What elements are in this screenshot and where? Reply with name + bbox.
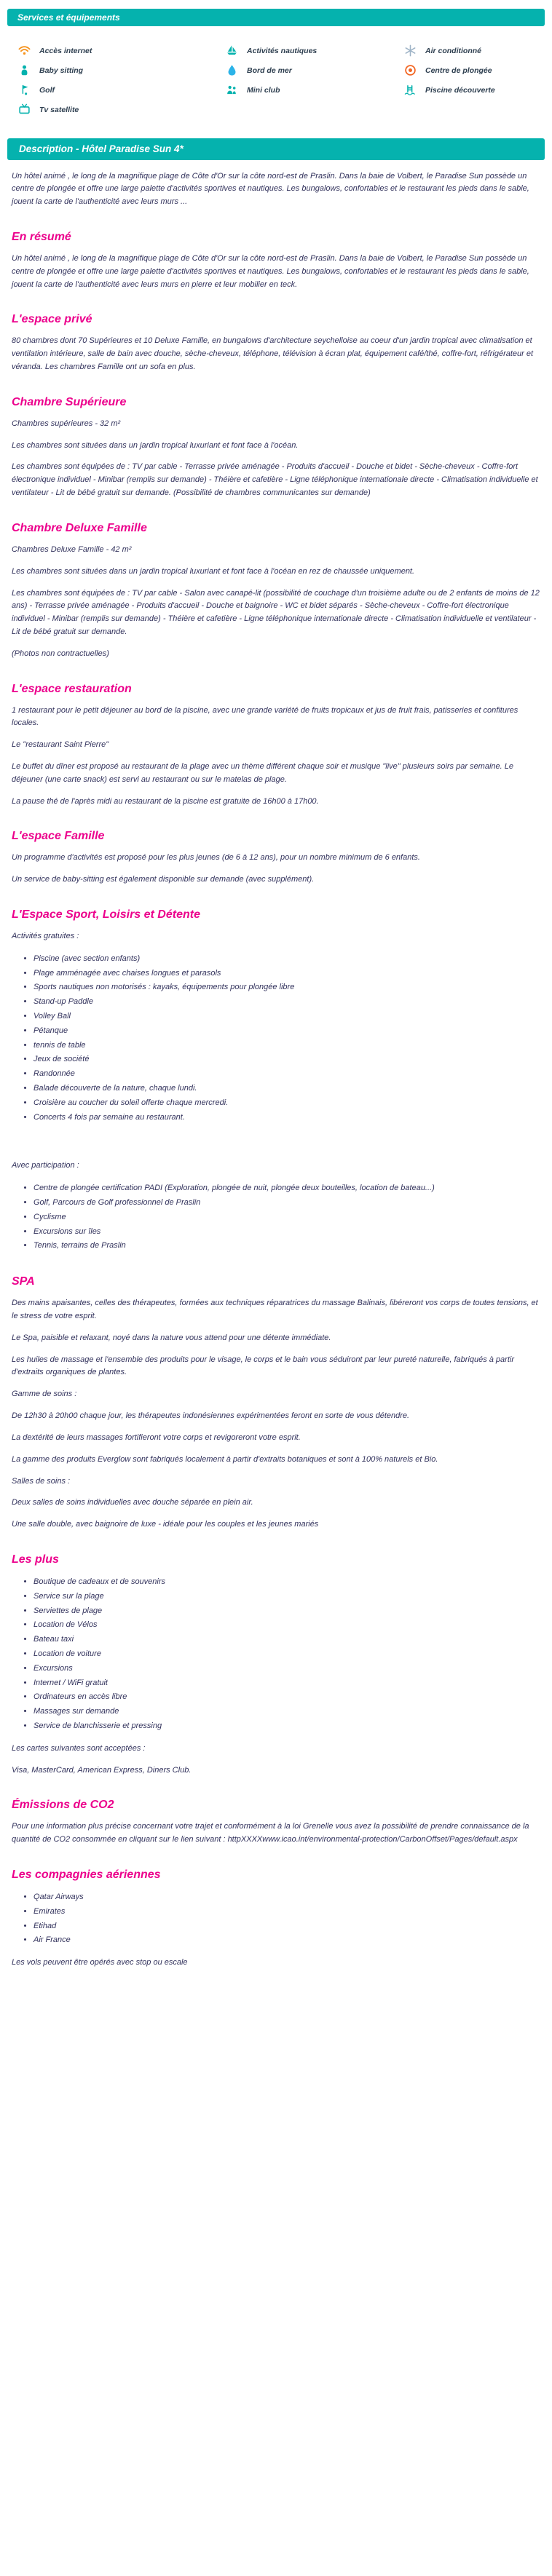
chambre-deluxe-p1: Les chambres sont situées dans un jardin tropical luxuriant et font face à l'océan en rez de chaussée uniquement. bbox=[12, 566, 415, 576]
list-item: • Air France bbox=[33, 1933, 540, 1948]
list-item: • Jeux de société bbox=[33, 1053, 540, 1067]
intro-paragraph: Un hôtel animé , le long de la magnifique plage de Côte d'Or sur la côte nord-est de Praslin. Dans la baie de Volbert, le Paradise Sun possède un centre de plongée et offre une large palette d'activités sportives et nautiques. Les bungalows, confortables et le restaurant les pieds dans le sable, jouent la carte de l'authenticité avec leurs murs ... bbox=[12, 171, 529, 207]
list-item: • Excursions bbox=[33, 1662, 540, 1676]
list-item: • Centre de plongée certification PADI (Exploration, plongée de nuit, plongée deux bouteilles, location de bateau...) bbox=[33, 1181, 540, 1196]
service-item-activites-nautiques bbox=[225, 41, 403, 60]
section-title-spa: SPA bbox=[12, 1275, 35, 1288]
sailboat-icon bbox=[225, 44, 238, 58]
snowflake-icon bbox=[403, 44, 417, 58]
cards-label: Les cartes suivantes sont acceptées : bbox=[12, 1743, 146, 1753]
section-co2 bbox=[12, 1799, 540, 1847]
free-activities-list bbox=[33, 952, 540, 1125]
section-title-chambre-superieure: Chambre Supérieure bbox=[12, 395, 127, 408]
list-item: • Piscine (avec section enfants) bbox=[33, 952, 540, 967]
section-title-airlines: Les compagnies aériennes bbox=[12, 1868, 161, 1881]
resume-body: Un hôtel animé , le long de la magnifique plage de Côte d'Or sur la côte nord-est de Praslin. Dans la baie de Volbert, le Paradise Sun possède un centre de plongée et offre une large palette d'activités sportives et nautiques. Les bungalows, confortables et le restaurant les pieds dans le sable, jouent la carte de l'authenticité avec leurs murs en pierre et leur mobilier en teck. bbox=[12, 253, 529, 289]
list-item: • Randonnée bbox=[33, 1067, 540, 1082]
list-item: • Serviettes de plage bbox=[33, 1604, 540, 1619]
airlines-list bbox=[33, 1890, 540, 1948]
section-title-sport: L'Espace Sport, Loisirs et Détente bbox=[12, 908, 200, 922]
diving-mask-icon bbox=[403, 64, 417, 77]
description-banner bbox=[7, 138, 545, 160]
chambre-superieure-p1: Les chambres sont situées dans un jardin tropical luxuriant et font face à l'océan. bbox=[12, 440, 299, 450]
list-item: • Golf, Parcours de Golf professionnel de Praslin bbox=[33, 1196, 540, 1210]
chambre-deluxe-subtitle: Chambres Deluxe Famille - 42 m² bbox=[12, 544, 132, 554]
list-item: • Location de Vélos bbox=[33, 1618, 540, 1633]
espace-prive-body: 80 chambres dont 70 Supérieures et 10 Deluxe Famille, en bungalows d'architecture seychelloise au coeur d'un jardin tropical avec climatisation et ventilation intérieure, salle de bain avec douche, sèche-cheveux, téléphone, télévision à écran plat, équipement café/thé, coffre-fort, réfrigérateur et véranda. Les chambres Famille ont un sofa en plus. bbox=[12, 336, 534, 371]
spa-p3: Les huiles de massage et l'ensemble des produits pour le visage, le corps et le bain vous séduiront par leur pureté naturelle, fabriqués à partir d'extraits organiques de plantes. bbox=[12, 1355, 514, 1377]
service-item-tv-satellite bbox=[17, 100, 225, 119]
list-item: • Boutique de cadeaux et de souvenirs bbox=[33, 1575, 540, 1590]
waterdrop-icon bbox=[225, 64, 238, 77]
section-famille bbox=[12, 830, 540, 887]
co2-body: Pour une information plus précise concernant votre trajet et conformément à la loi Grenelle vous avez la possibilité de prendre connaissance de la quantité de CO2 consommée en cliquant sur le lien suivant : bbox=[12, 1822, 529, 1844]
service-item-acces-internet bbox=[17, 41, 225, 60]
description-content bbox=[7, 170, 545, 1970]
photos-note: (Photos non contractuelles) bbox=[12, 649, 109, 658]
list-item: • Internet / WiFi gratuit bbox=[33, 1676, 540, 1691]
section-title-resume: En résumé bbox=[12, 230, 71, 243]
services-grid bbox=[7, 36, 545, 127]
list-item: • tennis de table bbox=[33, 1039, 540, 1053]
les-plus-list bbox=[33, 1575, 540, 1734]
section-title-les-plus: Les plus bbox=[12, 1553, 59, 1566]
list-item: • Massages sur demande bbox=[33, 1705, 540, 1719]
pool-ladder-icon bbox=[403, 84, 417, 97]
service-label: Air conditionné bbox=[425, 46, 481, 55]
wifi-icon bbox=[17, 44, 31, 58]
tv-icon bbox=[17, 103, 31, 116]
spa-p7: Deux salles de soins individuelles avec douche séparée en plein air. bbox=[12, 1498, 253, 1507]
section-title-co2: Émissions de CO2 bbox=[12, 1799, 114, 1812]
golf-flag-icon bbox=[17, 84, 31, 97]
section-chambre-deluxe bbox=[12, 522, 540, 661]
list-item: • Balade découverte de la nature, chaque lundi. bbox=[33, 1082, 540, 1096]
kids-icon bbox=[225, 84, 238, 97]
restauration-p3: Le buffet du dîner est proposé au restaurant de la plage avec un thème différent chaque soir et musique "live" plusieurs soirs par semaine. Le déjeuner (une carte snack) est servi au restaurant ou sur le matelas de plage. bbox=[12, 762, 513, 784]
baby-icon bbox=[17, 64, 31, 77]
service-item-piscine-decouverte bbox=[403, 80, 540, 100]
services-banner-title: Services et équipements bbox=[17, 12, 120, 23]
list-item: • Emirates bbox=[33, 1905, 540, 1919]
list-item: • Concerts 4 fois par semaine au restaurant. bbox=[33, 1111, 540, 1125]
services-banner bbox=[7, 9, 545, 26]
service-label: Golf bbox=[39, 85, 55, 95]
list-item: • Stand-up Paddle bbox=[33, 995, 540, 1010]
section-chambre-superieure bbox=[12, 396, 540, 500]
list-item: • Location de voiture bbox=[33, 1647, 540, 1662]
famille-p1: Un programme d'activités est proposé pour les plus jeunes (de 6 à 12 ans), pour un nombre minimum de 6 enfants. bbox=[12, 853, 420, 863]
list-item: • Tennis, terrains de Praslin bbox=[33, 1239, 540, 1253]
list-item: • Service de blanchisserie et pressing bbox=[33, 1719, 540, 1734]
airlines-note: Les vols peuvent être opérés avec stop ou escale bbox=[12, 1958, 188, 1967]
list-item: • Service sur la plage bbox=[33, 1590, 540, 1604]
chambre-superieure-subtitle: Chambres supérieures - 32 m² bbox=[12, 419, 121, 428]
service-label: Centre de plongée bbox=[425, 66, 492, 75]
paid-activities-list bbox=[33, 1181, 540, 1253]
list-item: • Excursions sur îles bbox=[33, 1225, 540, 1240]
spa-p6: La gamme des produits Everglow sont fabriqués localement à partir d'extraits botaniques et sont à 100% naturels et Bio. bbox=[12, 1454, 438, 1464]
service-item-mini-club bbox=[225, 80, 403, 100]
list-item: • Sports nautiques non motorisés : kayaks, équipements pour plongée libre bbox=[33, 980, 540, 995]
chambre-superieure-p2: Les chambres sont équipées de : TV par cable - Terrasse privée aménagée - Produits d'accueil - Douche et bidet - Sèche-cheveux - Coffre-fort électronique individuel - Minibar (remplis sur demande) - Théière et cafetière - Ligne téléphonique internationale directe - Climatisation individuelle et ventilateur - Lit de bébé gratuit sur demande. (Possibilité de chambres communicantes sur demande) bbox=[12, 462, 538, 498]
section-airlines bbox=[12, 1868, 540, 1970]
sport-free-label: Activités gratuites : bbox=[12, 932, 79, 941]
list-item: • Pétanque bbox=[33, 1024, 540, 1039]
section-title-famille: L'espace Famille bbox=[12, 830, 105, 843]
list-item: • Volley Ball bbox=[33, 1010, 540, 1024]
restauration-p4: La pause thé de l'après midi au restaurant de la piscine est gratuite de 16h00 à 17h00. bbox=[12, 796, 319, 806]
section-les-plus bbox=[12, 1553, 540, 1777]
service-label: Activités nautiques bbox=[247, 46, 318, 55]
list-item: • Cyclisme bbox=[33, 1210, 540, 1225]
cards-list: Visa, MasterCard, American Express, Diners Club. bbox=[12, 1765, 192, 1775]
co2-paragraph bbox=[12, 1820, 540, 1847]
list-item: • Plage amménagée avec chaises longues et parasols bbox=[33, 967, 540, 981]
section-restauration bbox=[12, 683, 540, 809]
service-item-bord-de-mer bbox=[225, 60, 403, 80]
section-resume bbox=[12, 231, 540, 291]
section-sport bbox=[12, 908, 540, 1253]
section-title-espace-prive: L'espace privé bbox=[12, 313, 92, 326]
list-item: • Croisière au coucher du soleil offerte chaque mercredi. bbox=[33, 1096, 540, 1111]
section-title-chambre-deluxe: Chambre Deluxe Famille bbox=[12, 521, 147, 534]
section-title-restauration: L'espace restauration bbox=[12, 682, 132, 695]
restauration-p1: 1 restaurant pour le petit déjeuner au bord de la piscine, avec une grande variété de fruits tropicaux et jus de fruit frais, patisseries et confitures locales. bbox=[12, 705, 519, 728]
section-espace-prive bbox=[12, 313, 540, 373]
service-label: Tv satellite bbox=[39, 105, 79, 114]
service-item-baby-sitting bbox=[17, 60, 225, 80]
chambre-deluxe-p2: Les chambres sont équipées de : TV par cable - Salon avec canapé-lit (possibilité de couchage d'un troisième adulte ou de 2 enfants de moins de 12 ans) - Terrasse privée aménagée - Produits d'accueil - Douche et baignoire - WC et bidet séparés - Sèche-cheveux - Coffre-fort électronique individuel - Minibar (remplis sur demande) - Théière et cafetière - Ligne téléphonique internationale directe - Climatisation individuelle et ventilateur - Lit de bébé gratuit sur demande. bbox=[12, 588, 540, 636]
restauration-p2: Le "restaurant Saint Pierre" bbox=[12, 740, 109, 750]
service-label: Accès internet bbox=[39, 46, 92, 55]
section-spa bbox=[12, 1275, 540, 1531]
service-item-air-conditionne bbox=[403, 41, 540, 60]
spa-p4: De 12h30 à 20h00 chaque jour, les thérapeutes indonésiennes expérimentées feront en sorte de vous détendre. bbox=[12, 1411, 410, 1421]
famille-p2: Un service de baby-sitting est également disponible sur demande (avec supplément). bbox=[12, 875, 315, 884]
co2-link[interactable]: httpXXXXwww.icao.int/environmental-protection/CarbonOffset/Pages/default.aspx bbox=[227, 1835, 518, 1844]
list-item: • Qatar Airways bbox=[33, 1890, 540, 1905]
list-item: • Bateau taxi bbox=[33, 1633, 540, 1647]
service-label: Mini club bbox=[247, 85, 280, 95]
description-banner-title: Description - Hôtel Paradise Sun 4* bbox=[19, 143, 184, 154]
service-item-centre-de-plongee bbox=[403, 60, 540, 80]
list-item: • Ordinateurs en accès libre bbox=[33, 1690, 540, 1705]
list-item: • Etihad bbox=[33, 1919, 540, 1934]
spa-p8: Une salle double, avec baignoire de luxe - idéale pour les couples et les jeunes mariés bbox=[12, 1520, 319, 1529]
spa-p1: Des mains apaisantes, celles des thérapeutes, formées aux techniques réparatrices du massage Balinais, libéreront vos corps de toutes tensions, et le stress de votre esprit. bbox=[12, 1299, 538, 1321]
service-item-golf bbox=[17, 80, 225, 100]
service-label: Baby sitting bbox=[39, 66, 84, 75]
spa-salles-label: Salles de soins : bbox=[12, 1476, 71, 1486]
sport-paid-label: Avec participation : bbox=[12, 1161, 79, 1170]
spa-p2: Le Spa, paisible et relaxant, noyé dans la nature vous attend pour une détente immédiate. bbox=[12, 1333, 331, 1342]
service-label: Bord de mer bbox=[247, 66, 292, 75]
service-label: Piscine découverte bbox=[425, 85, 495, 95]
spa-soins-label: Gamme de soins : bbox=[12, 1390, 77, 1399]
spa-p5: La dextérité de leurs massages fortifieront votre corps et revigoreront votre esprit. bbox=[12, 1432, 301, 1442]
